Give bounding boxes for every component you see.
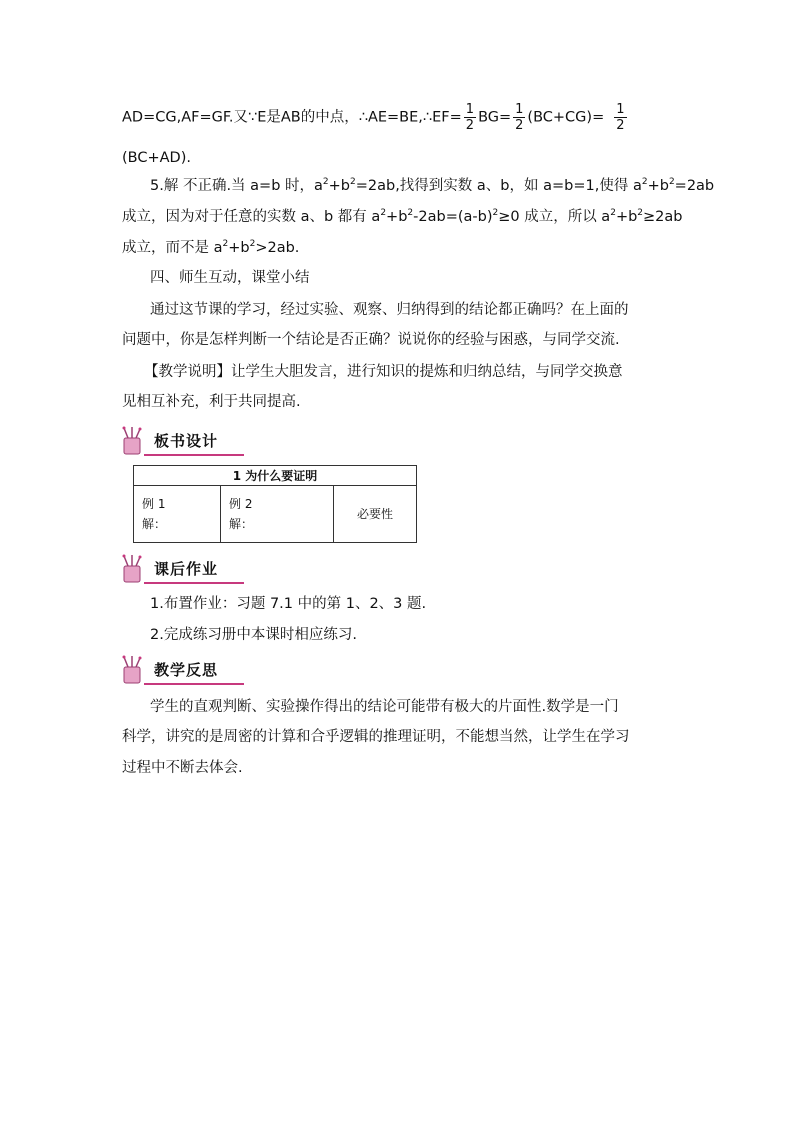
answer5-line-1: 5.解 不正确.当 a=b 时，$a^2+b^2=2ab$,找得到实数 a、b，如 a=b=1,使得 $a^2+b^2=2ab$ [150, 177, 715, 194]
reflection-line-3: 过程中不断去体会. [122, 760, 243, 776]
heading-board-design [118, 426, 248, 456]
table-cell-example1: 例 1 解： [134, 486, 221, 543]
proof-text-mid2: (BC+CG)= [527, 109, 605, 126]
teaching-note-line-1: 【教学说明】让学生大胆发言，进行知识的提炼和归纳总结，与同学交换意 [144, 364, 623, 380]
proof-text-left: AD=CG,AF=GF.又∵E是AB的中点，∴AE=BE,∴EF= [122, 109, 462, 126]
heading-title: 教学反思 [154, 661, 219, 679]
proof-line-1 [122, 102, 629, 133]
teaching-note-line-2: 见相互补充，利于共同提高. [122, 394, 301, 410]
fraction-half-1: $\frac{1}{2}$ [465, 102, 475, 133]
heading-title: 板书设计 [154, 432, 219, 450]
table-header-row [134, 466, 417, 486]
answer5-line-2: 成立，因为对于任意的实数 a、b 都有 $a^2+b^2-2ab=(a-b)^2\ge 0$ 成立，所以 $a^2+b^2\ge 2ab$ [122, 208, 683, 225]
board-design-table [133, 465, 417, 543]
heading-reflection [118, 655, 248, 685]
summary-line-2: 问题中，你是怎样判断一个结论是否正确？说说你的经验与困惑，与同学交流. [122, 332, 620, 348]
proof-line-2: (BC+AD). [122, 150, 191, 166]
fraction-half-2: $\frac{1}{2}$ [515, 102, 524, 133]
table-row [134, 486, 417, 543]
summary-line-1: 通过这节课的学习，经过实验、观察、归纳得到的结论都正确吗？在上面的 [150, 302, 629, 318]
table-cell-necessity: 必要性 [334, 486, 417, 543]
table-cell-example2: 例 2 解： [221, 486, 334, 543]
homework-item-2: 2.完成练习册中本课时相应练习. [150, 627, 357, 643]
heading-title: 课后作业 [154, 560, 219, 578]
proof-text-mid1: BG= [478, 109, 512, 126]
heading-homework [118, 554, 248, 584]
reflection-line-2: 科学，讲究的是周密的计算和合乎逻辑的推理证明，不能想当然，让学生在学习 [122, 729, 630, 745]
reflection-line-1: 学生的直观判断、实验操作得出的结论可能带有极大的片面性.数学是一门 [150, 699, 619, 715]
table-title: 1 为什么要证明 [134, 466, 417, 486]
homework-item-1: 1.布置作业：习题 7.1 中的第 1、2、3 题. [150, 596, 427, 612]
fraction-half-3: $\frac{1}{2}$ [616, 102, 625, 133]
section4-title: 四、师生互动，课堂小结 [150, 270, 310, 286]
answer5-line-3: 成立，而不是 $a^2+b^2>2ab$. [122, 239, 300, 256]
